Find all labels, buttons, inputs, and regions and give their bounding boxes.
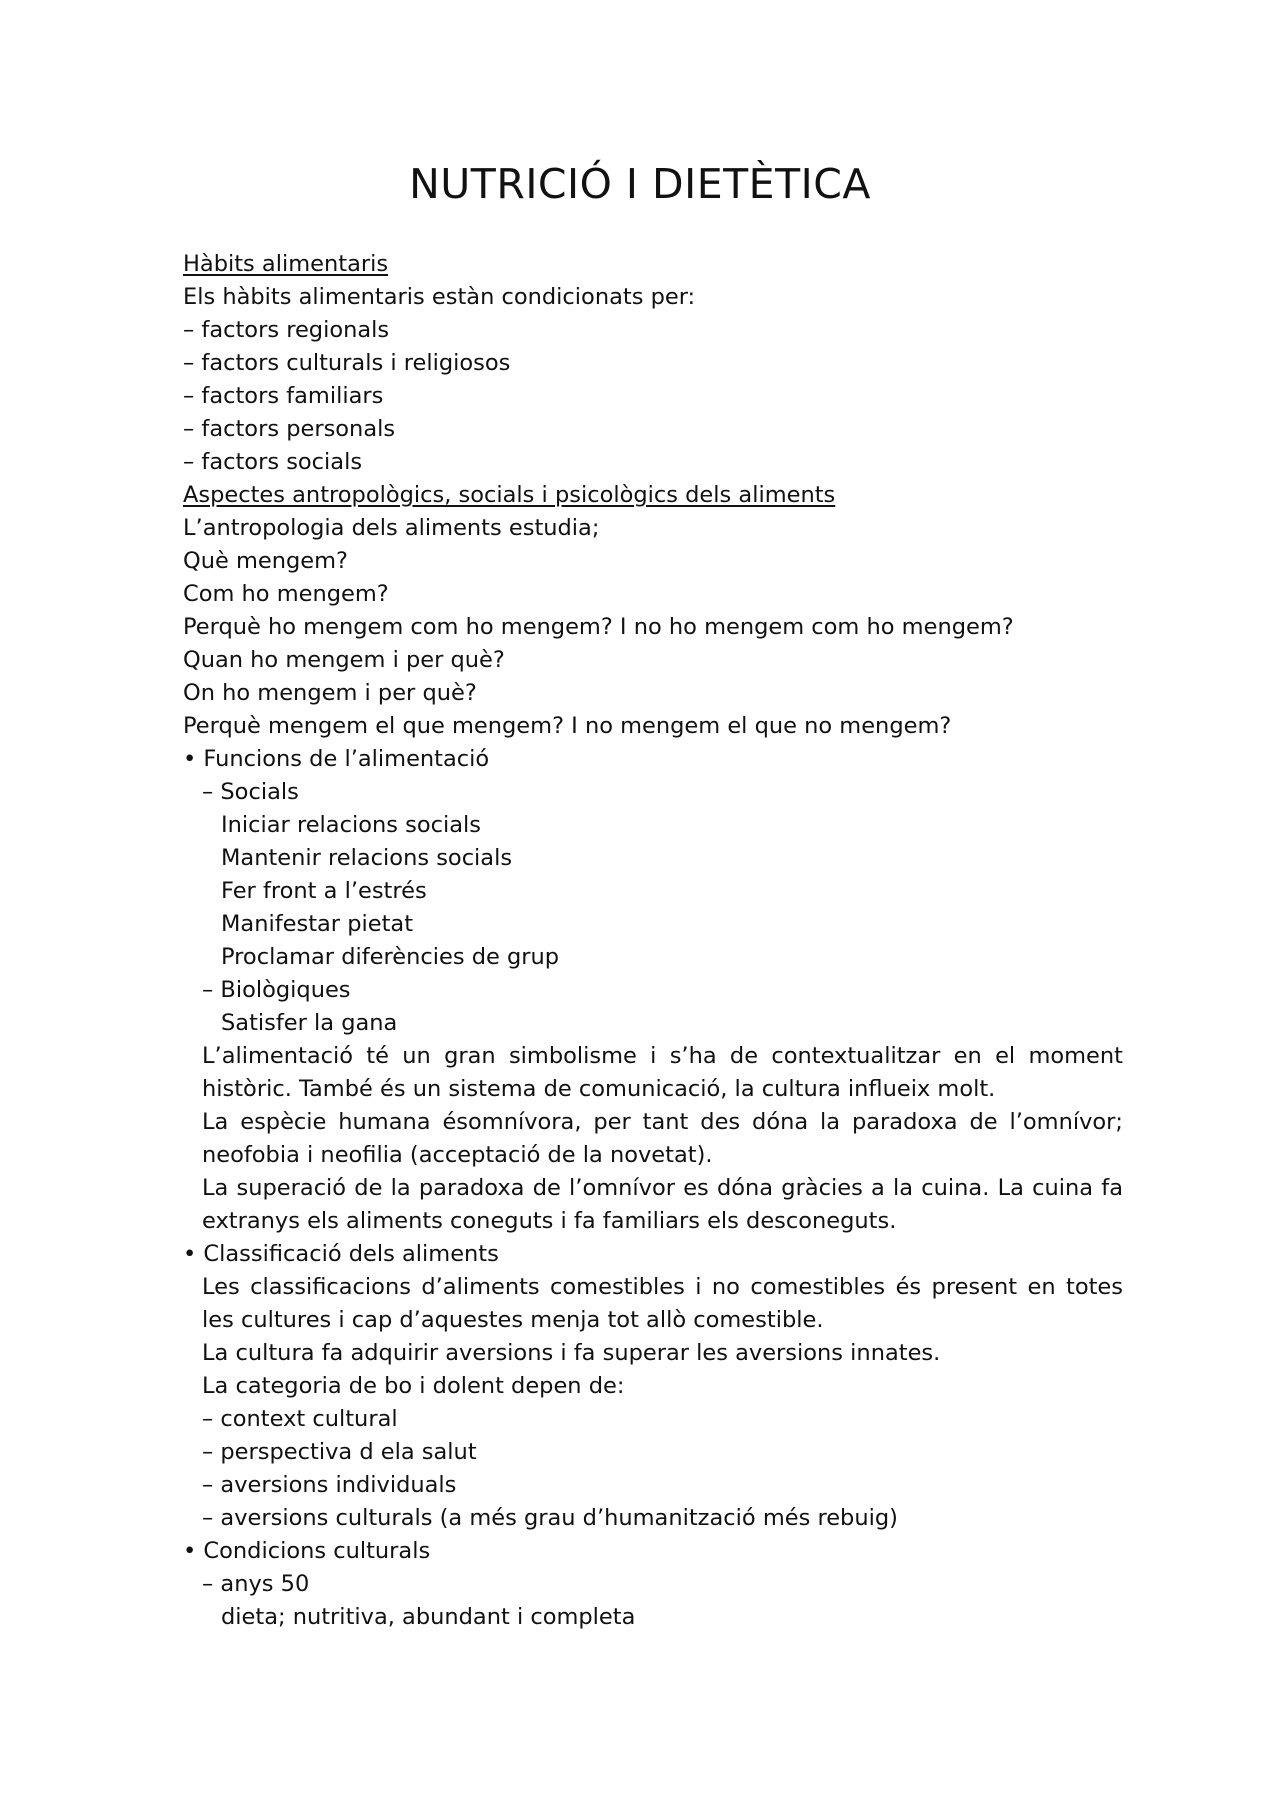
paragraph-line: les cultures i cap d’aquestes menja tot allò comestible. xyxy=(202,1307,824,1333)
question-line: Quan ho mengem i per què? xyxy=(183,647,505,673)
list-item: – context cultural xyxy=(202,1406,398,1432)
question-line: Perquè ho mengem com ho mengem? I no ho mengem com ho mengem? xyxy=(183,614,1014,640)
list-item: – aversions individuals xyxy=(202,1472,457,1498)
bullet-classificacio: • Classificació dels aliments xyxy=(183,1241,499,1267)
paragraph-line: Les classificacions d’aliments comestibles i no comestibles és present en totes xyxy=(202,1274,1123,1300)
question-line: Què mengem? xyxy=(183,548,348,574)
intro-text: Els hàbits alimentaris estàn condicionats per: xyxy=(183,284,696,310)
paragraph-line: neofobia i neofilia (acceptació de la novetat). xyxy=(202,1142,713,1168)
question-line: Com ho mengem? xyxy=(183,581,389,607)
list-item: Iniciar relacions socials xyxy=(221,812,481,838)
list-item: – factors culturals i religiosos xyxy=(183,350,511,376)
list-item: Proclamar diferències de grup xyxy=(221,944,560,970)
list-item: Mantenir relacions socials xyxy=(221,845,513,871)
paragraph-line: La cultura fa adquirir aversions i fa superar les aversions innates. xyxy=(202,1340,941,1366)
sublist-label-anys50: – anys 50 xyxy=(202,1571,310,1597)
paragraph-line: La categoria de bo i dolent depen de: xyxy=(202,1373,625,1399)
list-item: Satisfer la gana xyxy=(221,1010,398,1036)
sublist-label-biologiques: – Biològiques xyxy=(202,977,351,1003)
section-heading-habits: Hàbits alimentaris xyxy=(183,251,389,277)
list-item: – aversions culturals (a més grau d’humanització més rebuig) xyxy=(202,1505,898,1531)
list-item: – factors socials xyxy=(183,449,363,475)
list-item: dieta; nutritiva, abundant i completa xyxy=(221,1604,636,1630)
bullet-condicions: • Condicions culturals xyxy=(183,1538,431,1564)
bullet-funcions: • Funcions de l’alimentació xyxy=(183,746,490,772)
list-item: – perspectiva d ela salut xyxy=(202,1439,477,1465)
paragraph-line: extranys els aliments coneguts i fa familiars els desconeguts. xyxy=(202,1208,897,1234)
paragraph-line: històric. També és un sistema de comunicació, la cultura influeix molt. xyxy=(202,1076,996,1102)
list-item: Manifestar pietat xyxy=(221,911,414,937)
paragraph-line: La espècie humana ésomnívora, per tant des dóna la paradoxa de l’omnívor; xyxy=(202,1109,1123,1135)
list-item: – factors personals xyxy=(183,416,396,442)
section-heading-aspectes: Aspectes antropològics, socials i psicològics dels aliments xyxy=(183,482,836,508)
intro-text: L’antropologia dels aliments estudia; xyxy=(183,515,600,541)
sublist-label-socials: – Socials xyxy=(202,779,299,805)
paragraph-line: L’alimentació té un gran simbolisme i s’ha de contextualitzar en el moment xyxy=(202,1043,1123,1069)
paragraph-line: La superació de la paradoxa de l’omnívor es dóna gràcies a la cuina. La cuina fa xyxy=(202,1175,1123,1201)
page-title: NUTRICIÓ I DIETÈTICA xyxy=(409,160,871,208)
question-line: On ho mengem i per què? xyxy=(183,680,477,706)
list-item: Fer front a l’estrés xyxy=(221,878,427,904)
list-item: – factors regionals xyxy=(183,317,390,343)
question-line: Perquè mengem el que mengem? I no mengem el que no mengem? xyxy=(183,713,952,739)
list-item: – factors familiars xyxy=(183,383,384,409)
